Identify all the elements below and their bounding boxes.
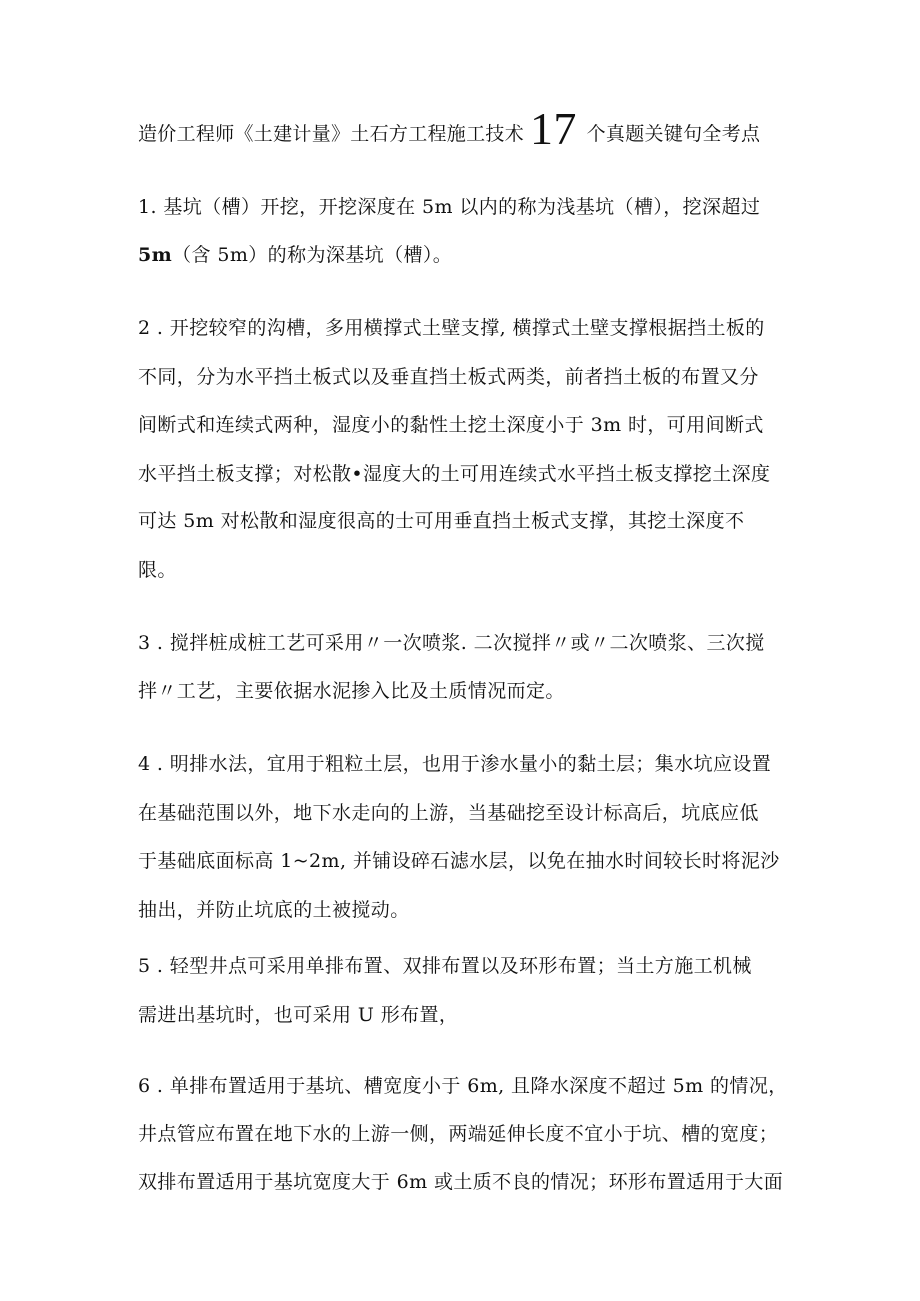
item-6-line-2: 井点管应布置在地下水的上游一侧，两端延伸长度不宜小于坑、槽的宽度； xyxy=(138,1123,779,1145)
bold-depth: 5m xyxy=(138,244,173,266)
item-5-line-2: 需进出基坑时，也可采用 U 形布置， xyxy=(138,1004,459,1026)
item-4-line-2: 在基础范围以外，地下水走向的上游，当基础挖至设计标高后，坑底应低 xyxy=(138,802,759,824)
item-2-line-4: 水平挡土板支撑；对松散•湿度大的土可用连续式水平挡土板支撑挖土深度 xyxy=(138,463,771,485)
item-1-line-2 xyxy=(138,243,452,267)
item-4-line-4: 抽出，并防止坑底的土被搅动。 xyxy=(138,899,410,921)
item-2-line-2: 不同，分为水平挡土板式以及垂直挡土板式两类，前者挡土板的布置又分 xyxy=(138,366,759,388)
title-prefix: 造价工程师《土建计量》土石方工程施工技术 xyxy=(138,123,525,145)
item-2-line-1: 2 . 开挖较窄的沟槽，多用横撑式土壁支撑, 横撑式土壁支撑根据挡土板的 xyxy=(138,317,765,339)
item-6-line-1: 6 . 单排布置适用于基坑、槽宽度小于 6m, 且降水深度不超过 5m 的情况， xyxy=(138,1075,788,1097)
item-6-line-3: 双排布置适用于基坑宽度大于 6m 或土质不良的情况；环形布置适用于大面 xyxy=(138,1171,784,1193)
item-3-line-1: 3 . 搅拌桩成桩工艺可采用〃一次喷浆. 二次搅拌〃或〃二次喷浆、三次搅 xyxy=(138,632,765,654)
item-4-line-3: 于基础底面标高 1~2m, 并铺设碎石滤水层，以免在抽水时间较长时将泥沙 xyxy=(138,850,780,872)
item-2-line-6: 限。 xyxy=(138,559,177,581)
item-1-line-1: 1. 基坑（槽）开挖，开挖深度在 5m 以内的称为浅基坑（槽），挖深超过 xyxy=(138,196,761,218)
item-4-line-1: 4 . 明排水法，宜用于粗粒土层，也用于渗水量小的黏土层；集水坑应设置 xyxy=(138,753,772,775)
item-3-line-2: 拌〃工艺，主要依据水泥掺入比及土质情况而定。 xyxy=(138,680,565,702)
title-suffix: 个真题关键句全考点 xyxy=(586,123,761,145)
document-title xyxy=(138,103,761,154)
title-number: 17 xyxy=(530,103,577,154)
item-5-line-1: 5 . 轻型井点可采用单排布置、双排布置以及环形布置；当土方施工机械 xyxy=(138,955,752,977)
item-2-line-3: 间断式和连续式两种，湿度小的黏性土挖土深度小于 3m 时，可用间断式 xyxy=(138,414,764,436)
item-1-line-2-rest: （含 5m）的称为深基坑（槽）。 xyxy=(172,244,453,266)
item-2-line-5: 可达 5m 对松散和湿度很高的士可用垂直挡土板式支撑，其挖土深度不 xyxy=(138,510,745,532)
